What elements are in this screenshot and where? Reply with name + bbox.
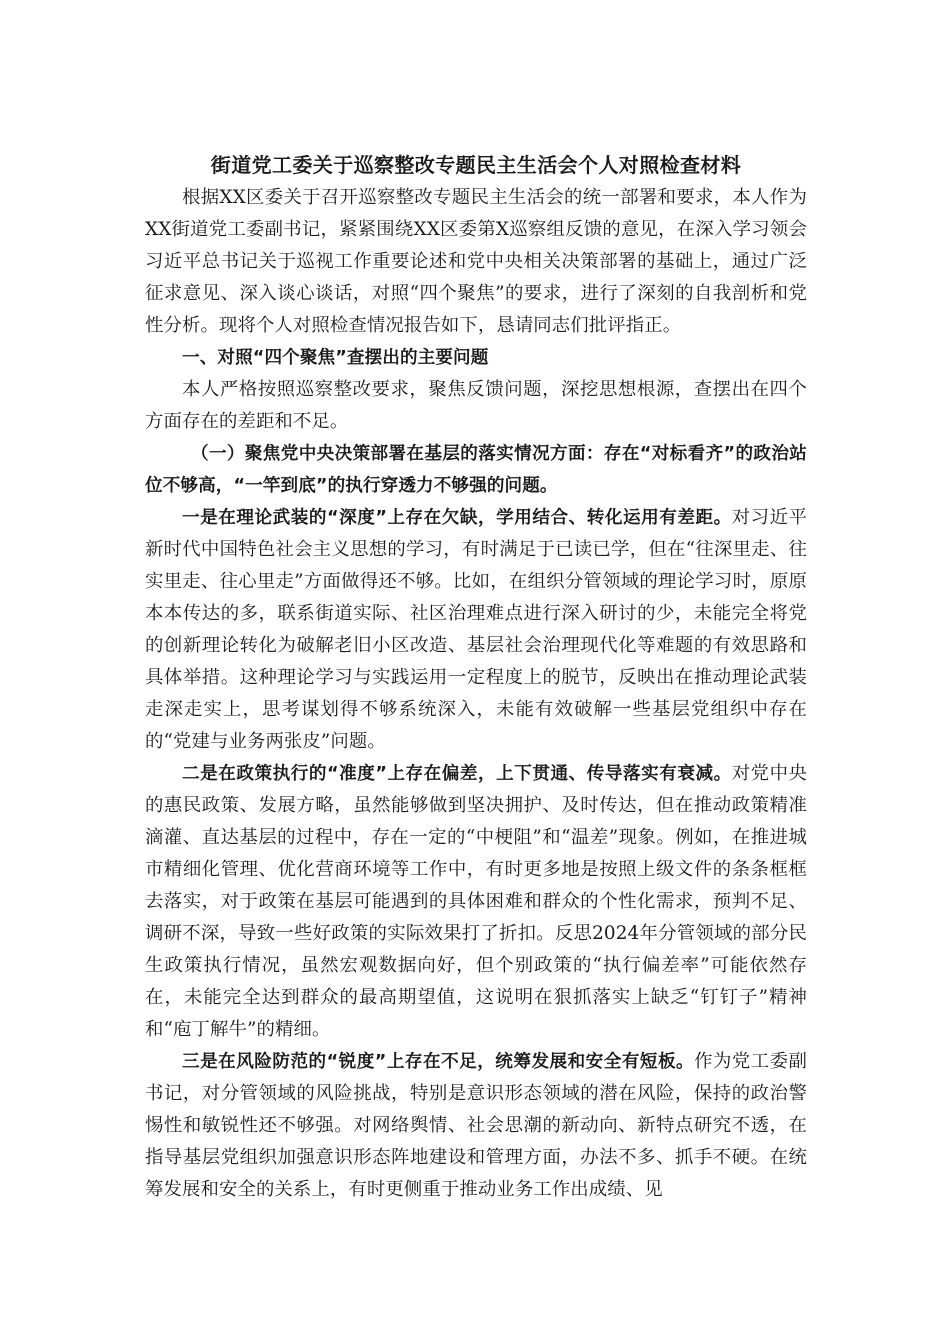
document-body (145, 148, 807, 1206)
point-paragraph (145, 758, 807, 1046)
point-body: 作为党工委副书记，对分管领域的风险挑战，特别是意识形态领域的潜在风险，保持的政治警惕性和敏锐性还不够强。对网络舆情、社会思潮的新动向、新特点研究不透，在指导基层党组织加强意识形态阵地建设和管理方面，办法不多、抓手不硬。在统筹发展和安全的关系上，有时更侧重于推动业务工作出成绩、见 (145, 1051, 807, 1200)
point-paragraph (145, 1046, 807, 1206)
document-title: 街道党工委关于巡察整改专题民主生活会个人对照检查材料 (210, 153, 742, 177)
subsection-heading: （一）聚焦党中央决策部署在基层的落实情况方面：存在“对标看齐”的政治站位不够高，“一竿到底”的执行穿透力不够强的问题。 (145, 444, 807, 496)
section-heading: 一、对照“四个聚焦”查摆出的主要问题 (182, 348, 489, 368)
section-intro-paragraph: 本人严格按照巡察整改要求，聚焦反馈问题，深挖思想根源，查摆出在四个方面存在的差距和不足。 (145, 379, 807, 432)
point-paragraph (145, 502, 807, 758)
point-lead: 三是在风险防范的“锐度”上存在不足，统筹发展和安全有短板。 (182, 1052, 695, 1072)
point-body: 对党中央的惠民政策、发展方略，虽然能够做到坚决拥护、及时传达，但在推动政策精准滴灌、直达基层的过程中，存在一定的“中梗阻”和“温差”现象。例如，在推进城市精细化管理、优化营商环境等工作中，有时更多地是按照上级文件的条条框框去落实，对于政策在基层可能遇到的具体困难和群众的个性化需求，预判不足、调研不深，导致一些好政策的实际效果打了折扣。反思2024年分管领域的部分民生政策执行情况，虽然宏观数据向好，但个别政策的“执行偏差率”可能依然存在，未能完全达到群众的最高期望值，这说明在狠抓落实上缺乏“钉钉子”精神和“庖丁解牛”的精细。 (145, 763, 807, 1040)
point-lead: 一是在理论武装的“深度”上存在欠缺，学用结合、转化运用有差距。 (182, 508, 732, 528)
intro-paragraph: 根据XX区委关于召开巡察整改专题民主生活会的统一部署和要求，本人作为XX街道党工委副书记，紧紧围绕XX区委第X巡察组反馈的意见，在深入学习领会习近平总书记关于巡视工作重要论述和党中央相关决策部署的基础上，通过广泛征求意见、深入谈心谈话，对照“四个聚焦”的要求，进行了深刻的自我剖析和党性分析。现将个人对照检查情况报告如下，恳请同志们批评指正。 (145, 187, 807, 336)
point-body: 对习近平新时代中国特色社会主义思想的学习，有时满足于已读已学，但在“往深里走、往实里走、往心里走”方面做得还不够。比如，在组织分管领域的理论学习时，原原本本传达的多，联系街道实际、社区治理难点进行深入研讨的少，未能完全将党的创新理论转化为破解老旧小区改造、基层社会治理现代化等难题的有效思路和具体举措。这种理论学习与实践运用一定程度上的脱节，反映出在推动理论武装走深走实上，思考谋划得不够系统深入，未能有效破解一些基层党组织中存在的“党建与业务两张皮”问题。 (145, 507, 807, 752)
point-lead: 二是在政策执行的“准度”上存在偏差，上下贯通、传导落实有衰减。 (182, 764, 732, 784)
